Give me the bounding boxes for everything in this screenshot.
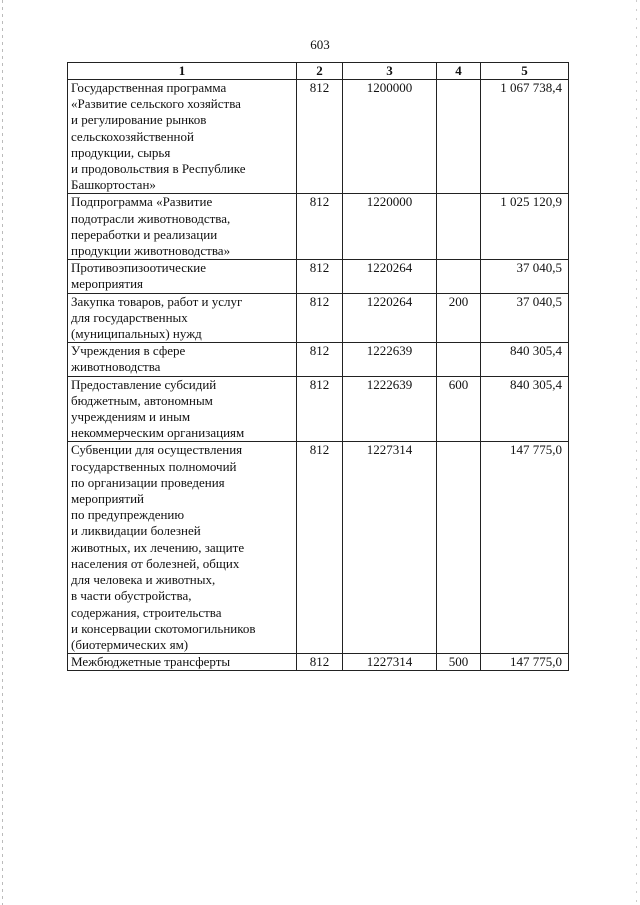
row-name-line: подотрасли животноводства, bbox=[71, 210, 231, 226]
row-name-line: переработки и реализации bbox=[71, 226, 218, 242]
table-row bbox=[68, 654, 569, 671]
row-name-cell bbox=[68, 80, 297, 194]
row-vr-cell: 600 bbox=[437, 376, 481, 442]
row-csr-cell: 1222639 bbox=[343, 343, 437, 376]
scan-edge-right bbox=[636, 0, 637, 905]
row-name-line: продукции, сырья bbox=[71, 144, 171, 160]
row-vr-cell bbox=[437, 80, 481, 194]
row-sum-cell: 1 025 120,9 bbox=[481, 194, 569, 260]
row-name-line: Учреждения в сфере bbox=[71, 343, 186, 359]
row-vr-cell bbox=[437, 442, 481, 654]
row-sum-cell: 1 067 738,4 bbox=[481, 80, 569, 194]
row-name-line: сельскохозяйственной bbox=[71, 128, 194, 144]
row-name-cell bbox=[68, 194, 297, 260]
row-vr-cell bbox=[437, 260, 481, 293]
row-csr-cell: 1220000 bbox=[343, 194, 437, 260]
row-name-line: Противоэпизоотические bbox=[71, 260, 207, 276]
row-name-line: для человека и животных, bbox=[71, 572, 216, 588]
row-name-line: и консервации скотомогильников bbox=[71, 620, 256, 636]
row-sum-cell: 840 305,4 bbox=[481, 376, 569, 442]
row-name-line: учреждениям и иным bbox=[71, 409, 191, 425]
row-name-line: населения от болезней, общих bbox=[71, 555, 240, 571]
table-row bbox=[68, 194, 569, 260]
row-name-line: Предоставление субсидий bbox=[71, 376, 217, 392]
header-col-1: 1 bbox=[68, 63, 297, 80]
row-name-line: (муниципальных) нужд bbox=[71, 326, 202, 342]
row-vr-cell bbox=[437, 343, 481, 376]
row-name-cell bbox=[68, 293, 297, 343]
row-name-cell bbox=[68, 343, 297, 376]
table-row bbox=[68, 376, 569, 442]
page-number: 603 bbox=[310, 37, 330, 52]
row-sum-cell: 147 775,0 bbox=[481, 654, 569, 671]
table-row bbox=[68, 442, 569, 654]
row-ved-cell: 812 bbox=[297, 194, 343, 260]
row-name-line: по организации проведения bbox=[71, 474, 225, 490]
row-name-line: животных, их лечению, защите bbox=[71, 539, 245, 555]
row-name-cell bbox=[68, 376, 297, 442]
row-name-line: по предупреждению bbox=[71, 507, 185, 523]
row-name-line: продукции животноводства» bbox=[71, 243, 231, 259]
row-name-line: и регулирование рынков bbox=[71, 112, 207, 128]
row-name-cell bbox=[68, 260, 297, 293]
table-row bbox=[68, 293, 569, 343]
row-name-line: мероприятий bbox=[71, 491, 144, 507]
row-vr-cell: 200 bbox=[437, 293, 481, 343]
row-name-line: и продовольствия в Республике bbox=[71, 161, 246, 177]
row-csr-cell: 1220264 bbox=[343, 260, 437, 293]
row-name-line: бюджетным, автономным bbox=[71, 392, 213, 408]
row-csr-cell: 1227314 bbox=[343, 442, 437, 654]
row-ved-cell: 812 bbox=[297, 343, 343, 376]
table-row bbox=[68, 80, 569, 194]
row-ved-cell: 812 bbox=[297, 293, 343, 343]
row-vr-cell: 500 bbox=[437, 654, 481, 671]
row-name-line: (биотермических ям) bbox=[71, 636, 189, 652]
row-name-line: животноводства bbox=[71, 359, 161, 375]
row-name-line: и ликвидации болезней bbox=[71, 523, 201, 539]
row-ved-cell: 812 bbox=[297, 654, 343, 671]
row-name-line: государственных полномочий bbox=[71, 458, 237, 474]
table-row bbox=[68, 343, 569, 376]
row-name-line: Субвенции для осуществления bbox=[71, 442, 243, 458]
row-csr-cell: 1220264 bbox=[343, 293, 437, 343]
row-name-line: в части обустройства, bbox=[71, 588, 192, 604]
table-body bbox=[68, 80, 569, 671]
row-name-line: Башкортостан» bbox=[71, 177, 156, 193]
row-name-line: некоммерческим организациям bbox=[71, 425, 245, 441]
row-name-line: Государственная программа bbox=[71, 80, 227, 95]
budget-table bbox=[67, 62, 569, 671]
row-sum-cell: 147 775,0 bbox=[481, 442, 569, 654]
header-col-3: 3 bbox=[343, 63, 437, 80]
header-col-4: 4 bbox=[437, 63, 481, 80]
header-col-5: 5 bbox=[481, 63, 569, 80]
row-name-cell bbox=[68, 654, 297, 671]
row-ved-cell: 812 bbox=[297, 260, 343, 293]
row-name-line: «Развитие сельского хозяйства bbox=[71, 96, 241, 112]
row-name-line: для государственных bbox=[71, 309, 188, 325]
row-name-line: Закупка товаров, работ и услуг bbox=[71, 293, 243, 309]
row-csr-cell: 1200000 bbox=[343, 80, 437, 194]
header-col-2: 2 bbox=[297, 63, 343, 80]
row-name-line: мероприятия bbox=[71, 276, 144, 292]
row-ved-cell: 812 bbox=[297, 376, 343, 442]
row-csr-cell: 1227314 bbox=[343, 654, 437, 671]
row-csr-cell: 1222639 bbox=[343, 376, 437, 442]
row-name-cell bbox=[68, 442, 297, 654]
row-vr-cell bbox=[437, 194, 481, 260]
scan-edge-left bbox=[2, 0, 3, 905]
table-row bbox=[68, 260, 569, 293]
row-sum-cell: 37 040,5 bbox=[481, 293, 569, 343]
table-header-row bbox=[68, 63, 569, 80]
row-sum-cell: 840 305,4 bbox=[481, 343, 569, 376]
row-ved-cell: 812 bbox=[297, 80, 343, 194]
row-ved-cell: 812 bbox=[297, 442, 343, 654]
row-name-line: Подпрограмма «Развитие bbox=[71, 194, 213, 210]
row-name-line: содержания, строительства bbox=[71, 604, 222, 620]
row-sum-cell: 37 040,5 bbox=[481, 260, 569, 293]
row-name-line: Межбюджетные трансферты bbox=[71, 654, 231, 670]
